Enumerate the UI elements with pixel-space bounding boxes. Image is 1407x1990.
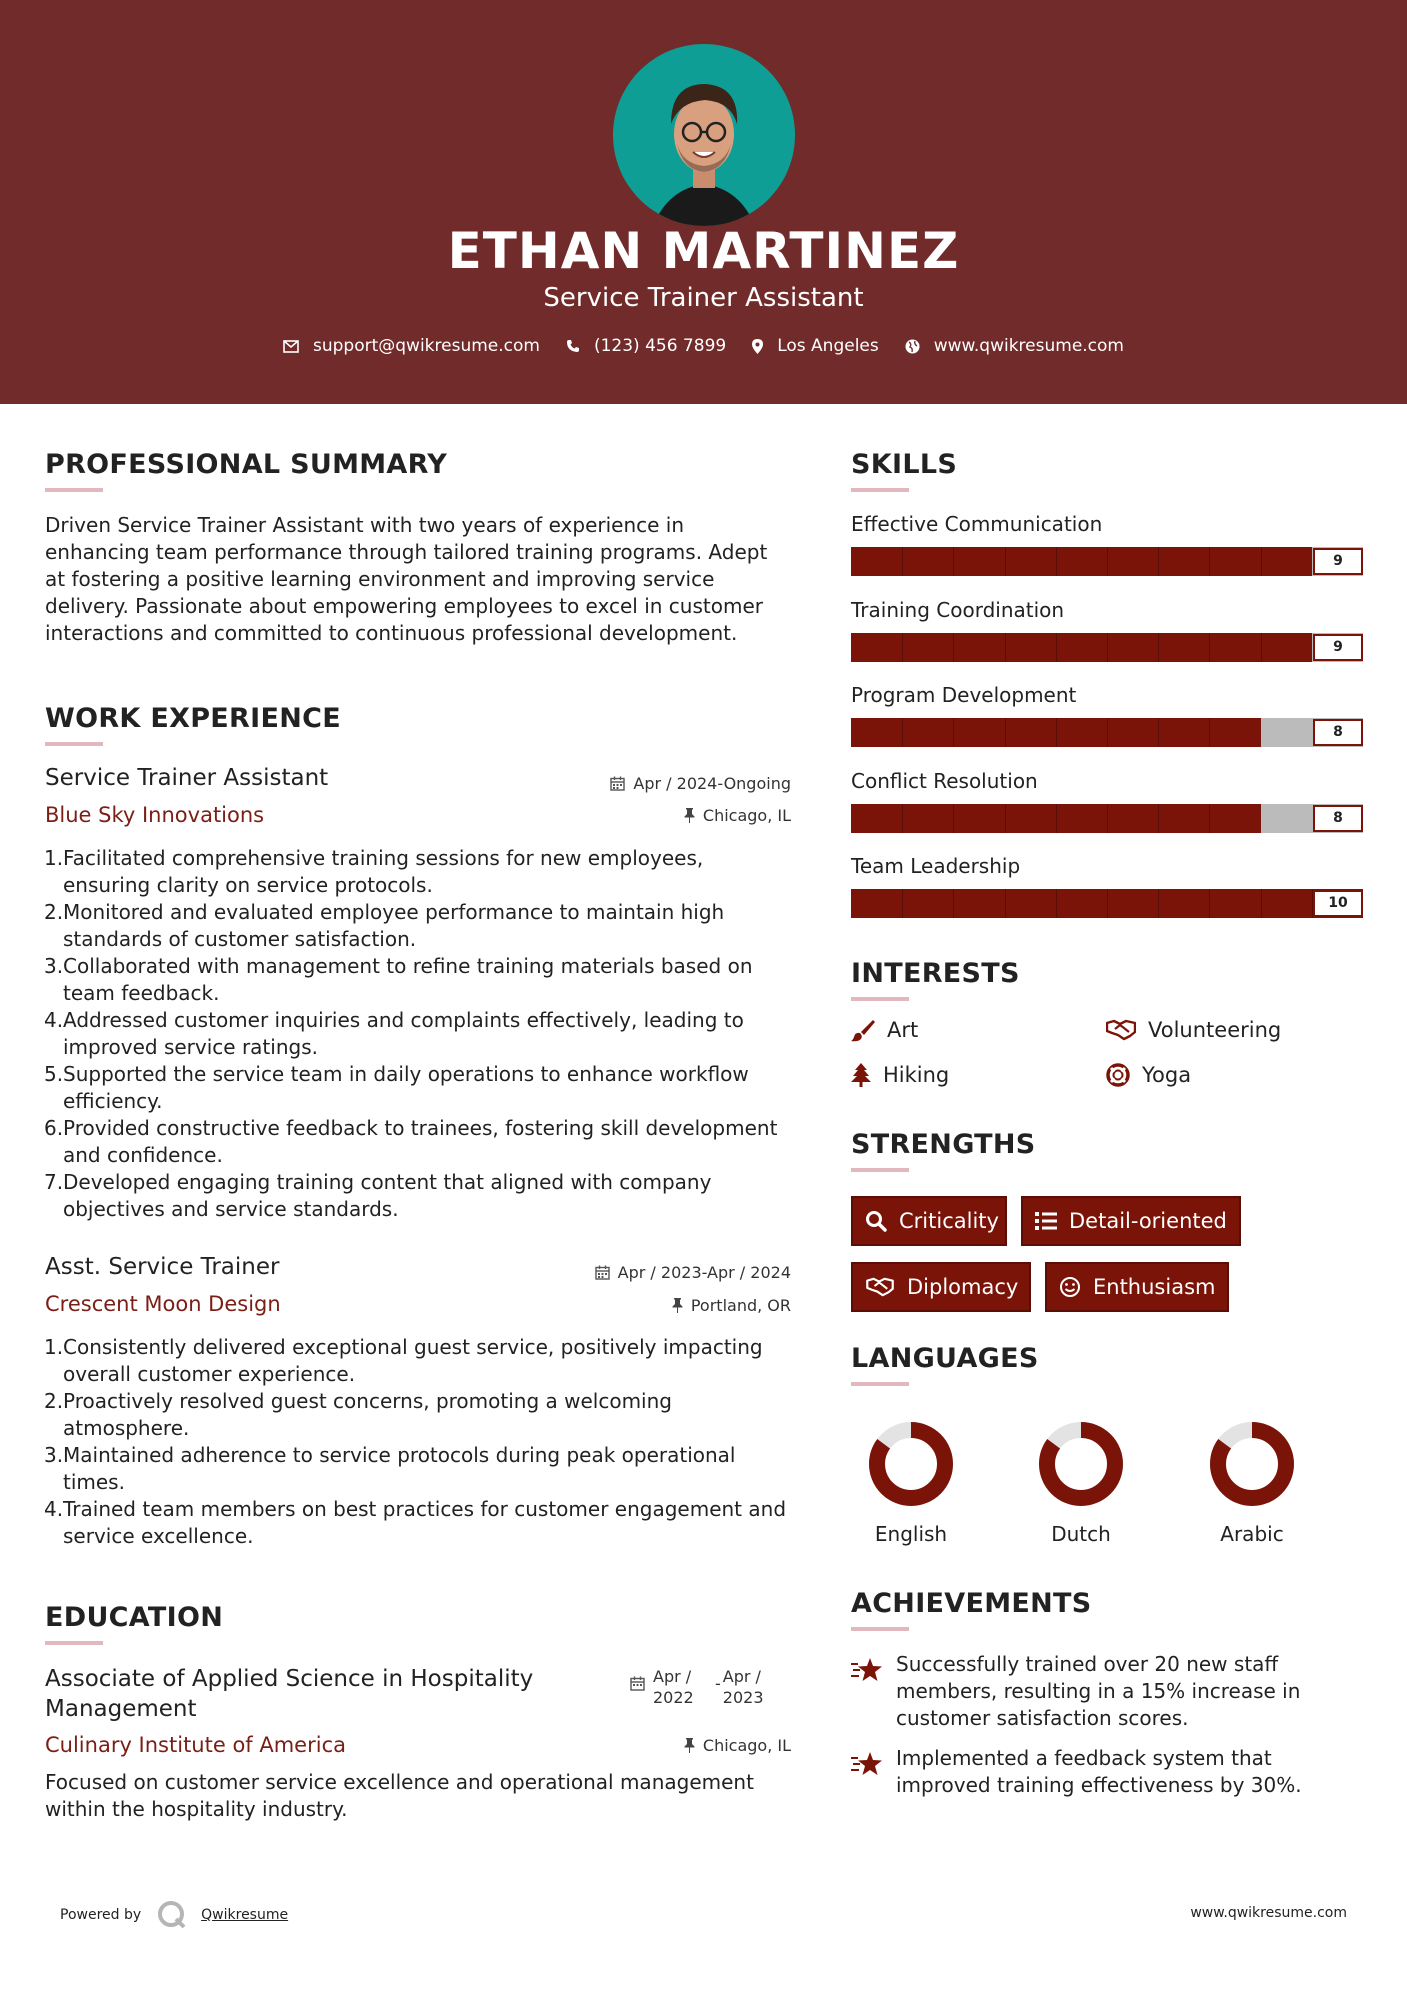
skill-meter-divider: [1209, 718, 1210, 747]
list-item: 1. Consistently delivered exceptional guest service, positively impacting overall customer experience.: [44, 1335, 763, 1386]
contact-website-text: www.qwikresume.com: [933, 336, 1124, 356]
skill-meter-divider: [1261, 547, 1262, 576]
list-item: 2. Monitored and evaluated employee performance to maintain high standards of customer satisfaction.: [44, 900, 725, 951]
job-title: Asst. Service Trainer: [45, 1254, 280, 1280]
skill-meter-divider: [953, 633, 954, 662]
job-bullets: [45, 1334, 790, 1550]
skill-meter-divider: [1158, 547, 1159, 576]
languages-underline: [851, 1382, 909, 1386]
skill-meter: [851, 804, 1363, 833]
degree-title: Associate of Applied Science in Hospitality Management: [45, 1666, 534, 1722]
skill-meter-divider: [953, 718, 954, 747]
contact-email[interactable]: [283, 336, 540, 356]
skills-underline: [851, 488, 909, 492]
skill-meter-divider: [1107, 889, 1108, 918]
tree-icon: [851, 1063, 871, 1087]
profile-photo: [613, 44, 795, 226]
interests-heading: INTERESTS: [851, 958, 1020, 989]
calendar-icon: [630, 1676, 645, 1691]
skill-meter-divider: [1107, 633, 1108, 662]
education-description: Focused on customer service excellence and operational management within the hospitality industry.: [45, 1770, 754, 1821]
contact-email-text: support@qwikresume.com: [313, 336, 540, 356]
list-item: 3. Collaborated with management to refine training materials based on team feedback.: [44, 954, 753, 1005]
education-date-end: Apr / 2023: [722, 1667, 764, 1707]
qwikresume-logo-icon: [157, 1900, 187, 1930]
company-name: Blue Sky Innovations: [45, 803, 265, 827]
strengths-underline: [851, 1168, 909, 1172]
interest-label: Yoga: [1142, 1063, 1192, 1087]
star-award-icon: [851, 1751, 883, 1777]
skill-label: Training Coordination: [851, 597, 1065, 622]
interest-item: [851, 1018, 918, 1042]
skill-meter: [851, 633, 1363, 662]
handshake-icon: [1106, 1019, 1136, 1041]
skill-meter-divider: [1056, 718, 1057, 747]
skill-meter-divider: [902, 718, 903, 747]
skills-heading: SKILLS: [851, 449, 958, 480]
language-name: English: [874, 1522, 948, 1546]
summary-underline: [45, 488, 103, 492]
footer-powered-by: [60, 1900, 288, 1930]
skill-meter-divider: [1261, 633, 1262, 662]
contact-phone-text: (123) 456 7899: [593, 336, 727, 356]
strength-badge: [1021, 1196, 1241, 1246]
skill-meter-divider: [1005, 633, 1006, 662]
strength-label: Diplomacy: [907, 1275, 1019, 1299]
interest-label: Art: [887, 1018, 919, 1042]
skill-meter-divider: [953, 547, 954, 576]
interest-label: Hiking: [883, 1063, 950, 1087]
skill-meter-divider: [953, 804, 954, 833]
education-underline: [45, 1641, 103, 1645]
smile-icon: [1059, 1276, 1081, 1298]
skill-score: 9: [1313, 548, 1363, 575]
pushpin-icon: [672, 1298, 683, 1313]
list-item: 2. Proactively resolved guest concerns, promoting a welcoming atmosphere.: [44, 1389, 672, 1440]
handshake-icon: [865, 1277, 895, 1297]
skill-meter: [851, 889, 1363, 918]
skill-meter-divider: [902, 804, 903, 833]
candidate-role: Service Trainer Assistant: [543, 283, 864, 313]
job-title: Service Trainer Assistant: [45, 765, 329, 791]
education-location-text: Chicago, IL: [702, 1736, 791, 1755]
list-item: 4. Trained team members on best practices for customer engagement and service excellence.: [44, 1497, 787, 1548]
skill-meter-divider: [1158, 889, 1159, 918]
strength-badge: [851, 1262, 1031, 1312]
achievement-text: Successfully trained over 20 new staff members, resulting in a 15% increase in customer satisfaction scores.: [896, 1652, 1301, 1730]
strength-badge: [1045, 1262, 1229, 1312]
skill-meter-divider: [1209, 889, 1210, 918]
globe-icon: [905, 339, 920, 354]
skill-meter-divider: [1056, 547, 1057, 576]
calendar-icon: [610, 776, 625, 791]
list-item: 3. Maintained adherence to service protocols during peak operational times.: [44, 1443, 736, 1494]
job-dates: [595, 1263, 791, 1282]
footer-website[interactable]: www.qwikresume.com: [1190, 1905, 1347, 1921]
contact-phone[interactable]: [566, 336, 726, 356]
interest-item: [1106, 1018, 1281, 1042]
contact-location: [752, 336, 879, 356]
interests-underline: [851, 997, 909, 1001]
interest-item: [1106, 1063, 1191, 1087]
language-proficiency-donut: [1207, 1419, 1297, 1509]
education-heading: EDUCATION: [45, 1602, 224, 1633]
strengths-heading: STRENGTHS: [851, 1129, 1036, 1160]
paintbrush-icon: [851, 1018, 875, 1042]
skill-meter-divider: [1107, 804, 1108, 833]
skill-meter-divider: [902, 889, 903, 918]
skill-meter-divider: [1209, 547, 1210, 576]
job-location-text: Chicago, IL: [702, 806, 791, 825]
list-icon: [1035, 1212, 1057, 1230]
candidate-name: ETHAN MARTINEZ: [447, 222, 960, 280]
experience-underline: [45, 742, 103, 746]
achievements-underline: [851, 1627, 909, 1631]
achievements-heading: ACHIEVEMENTS: [851, 1588, 1092, 1619]
skill-meter-divider: [1056, 804, 1057, 833]
skill-label: Team Leadership: [851, 854, 1021, 878]
strength-label: Enthusiasm: [1093, 1275, 1216, 1299]
list-item: 1. Facilitated comprehensive training sessions for new employees, ensuring clarity on service protocols.: [44, 846, 704, 897]
skill-meter-divider: [1209, 633, 1210, 662]
search-icon: [865, 1210, 887, 1232]
job-bullets: [45, 845, 790, 1223]
language-proficiency-donut: [866, 1419, 956, 1509]
skill-score: 8: [1313, 719, 1363, 746]
job-dates: [610, 774, 791, 793]
strength-badge: [851, 1196, 1007, 1246]
skill-meter-divider: [1005, 804, 1006, 833]
skill-meter-divider: [1107, 718, 1108, 747]
skill-meter-fill: [851, 633, 1312, 662]
strength-label: Detail-oriented: [1069, 1209, 1227, 1233]
skill-meter-divider: [1005, 889, 1006, 918]
education-date-start: Apr / 2022: [653, 1667, 694, 1707]
map-pin-icon: [752, 339, 763, 354]
skill-meter-divider: [902, 547, 903, 576]
skill-score: 8: [1313, 805, 1363, 832]
skill-meter-divider: [1261, 889, 1262, 918]
summary-heading: PROFESSIONAL SUMMARY: [45, 449, 448, 480]
skill-meter-fill: [851, 547, 1312, 576]
envelope-icon: [283, 340, 299, 353]
job-dates-text: Apr / 2023-Apr / 2024: [617, 1263, 791, 1282]
summary-text: Driven Service Trainer Assistant with two years of experience in enhancing team performance through tailored training programs. Adept at fostering a positive learning environment and improving service delivery. Passionate about empowering employees to excel in customer interactions and committed to continuous professional development.: [45, 513, 768, 645]
skill-meter-divider: [902, 633, 903, 662]
list-item: 5. Supported the service team in daily operations to enhance workflow efficiency.: [44, 1062, 749, 1113]
interest-item: [851, 1063, 949, 1087]
skill-meter-divider: [1209, 804, 1210, 833]
languages-heading: LANGUAGES: [851, 1343, 1039, 1374]
achievement-text: Implemented a feedback system that improved training effectiveness by 30%.: [896, 1746, 1302, 1797]
skill-meter-divider: [1158, 804, 1159, 833]
list-item: 6. Provided constructive feedback to trainees, fostering skill development and confidence.: [44, 1116, 778, 1167]
header-banner: [0, 0, 1407, 404]
language-proficiency-donut: [1036, 1419, 1126, 1509]
skill-meter-divider: [1158, 718, 1159, 747]
skill-meter-divider: [953, 889, 954, 918]
skill-meter-divider: [1005, 718, 1006, 747]
education-dates: [630, 1666, 775, 1708]
star-award-icon: [851, 1657, 883, 1683]
list-item: 4. Addressed customer inquiries and complaints effectively, leading to improved service ratings.: [44, 1008, 744, 1059]
skill-score: 9: [1313, 634, 1363, 661]
skill-score: 10: [1313, 890, 1363, 917]
skill-meter-divider: [1056, 633, 1057, 662]
skill-label: Conflict Resolution: [851, 768, 1038, 793]
skill-meter: [851, 547, 1363, 576]
job-location-text: Portland, OR: [690, 1296, 791, 1315]
interest-label: Volunteering: [1148, 1018, 1282, 1042]
strength-label: Criticality: [899, 1209, 999, 1233]
skill-meter-divider: [1107, 547, 1108, 576]
skill-meter-divider: [1056, 889, 1057, 918]
skill-meter-divider: [1005, 547, 1006, 576]
school-name: Culinary Institute of America: [45, 1733, 346, 1757]
language-name: Arabic: [1220, 1522, 1284, 1546]
skill-label: Program Development: [851, 683, 1077, 707]
phone-icon: [566, 339, 580, 353]
lifebuoy-icon: [1106, 1063, 1130, 1087]
experience-heading: WORK EXPERIENCE: [45, 703, 341, 734]
skill-meter-divider: [1158, 633, 1159, 662]
education-location: [684, 1736, 791, 1755]
calendar-icon: [595, 1265, 610, 1280]
list-item: 7. Developed engaging training content that aligned with company objectives and service standards.: [44, 1170, 712, 1221]
job-dates-text: Apr / 2024-Ongoing: [633, 774, 791, 793]
skill-label: Effective Communication: [851, 512, 1103, 536]
language-name: Dutch: [1051, 1522, 1111, 1546]
pushpin-icon: [684, 1738, 695, 1753]
qwikresume-link[interactable]: Qwikresume: [201, 1907, 289, 1923]
powered-by-label: Powered by: [60, 1907, 142, 1923]
skill-meter: [851, 718, 1363, 747]
date-separator: -: [715, 1674, 721, 1693]
job-location: [684, 806, 791, 825]
pushpin-icon: [684, 808, 695, 823]
contact-bar: [0, 336, 1407, 356]
job-location: [672, 1296, 791, 1315]
contact-website[interactable]: [905, 336, 1124, 356]
contact-location-text: Los Angeles: [777, 336, 879, 356]
company-name: Crescent Moon Design: [45, 1292, 281, 1316]
